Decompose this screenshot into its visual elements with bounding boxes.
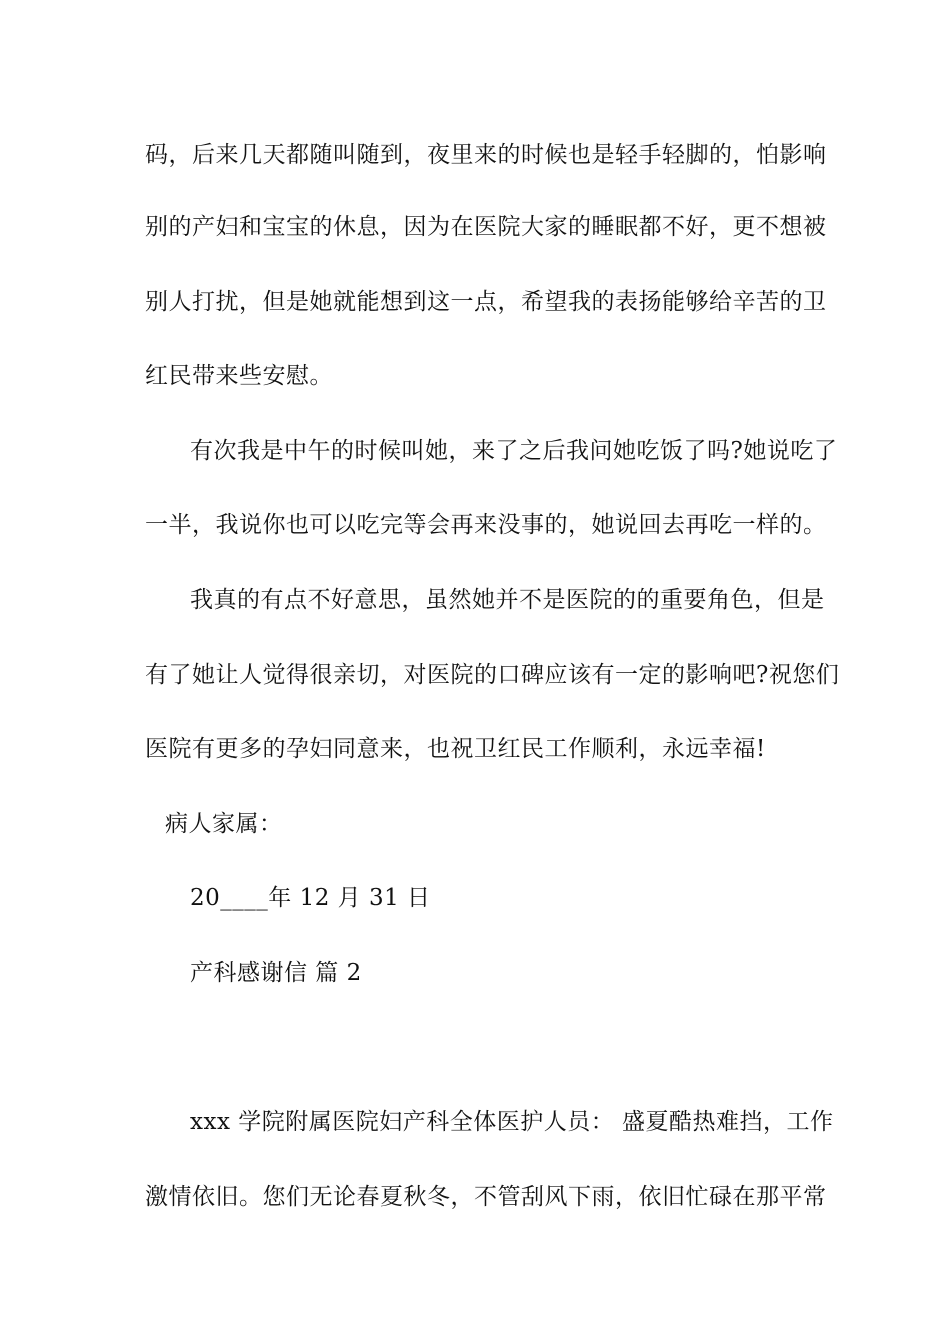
paragraph-line: 码，后来几天都随叫随到，夜里来的时候也是轻手轻脚的，怕影响 [145,142,827,168]
paragraph-line: 别人打扰，但是她就能想到这一点，希望我的表扬能够给辛苦的卫 [145,289,827,315]
paragraph-line: 激情依旧。您们无论春夏秋冬，不管刮风下雨，依旧忙碌在那平常 [145,1184,827,1210]
paragraph-line: 有次我是中午的时候叫她，来了之后我问她吃饭了吗?她说吃了 [190,438,838,464]
section-title: 产科感谢信 篇 2 [190,960,362,986]
paragraph-line: 有了她让人觉得很亲切，对医院的口碑应该有一定的影响吧?祝您们 [145,662,840,688]
date-line: 20____年 12 月 31 日 [190,885,431,911]
paragraph-line: 医院有更多的孕妇同意来，也祝卫红民工作顺利，永远幸福! [145,736,766,762]
paragraph-line: 红民带来些安慰。 [145,363,333,389]
paragraph-line: 一半，我说你也可以吃完等会再来没事的，她说回去再吃一样的。 [145,512,827,538]
signature-line: 病人家属： [165,811,283,837]
paragraph-line: 我真的有点不好意思，虽然她并不是医院的的重要角色，但是 [190,587,825,613]
paragraph-line: xxx 学院附属医院妇产科全体医护人员： 盛夏酷热难挡，工作 [190,1109,834,1135]
paragraph-line: 别的产妇和宝宝的休息，因为在医院大家的睡眠都不好，更不想被 [145,214,827,240]
